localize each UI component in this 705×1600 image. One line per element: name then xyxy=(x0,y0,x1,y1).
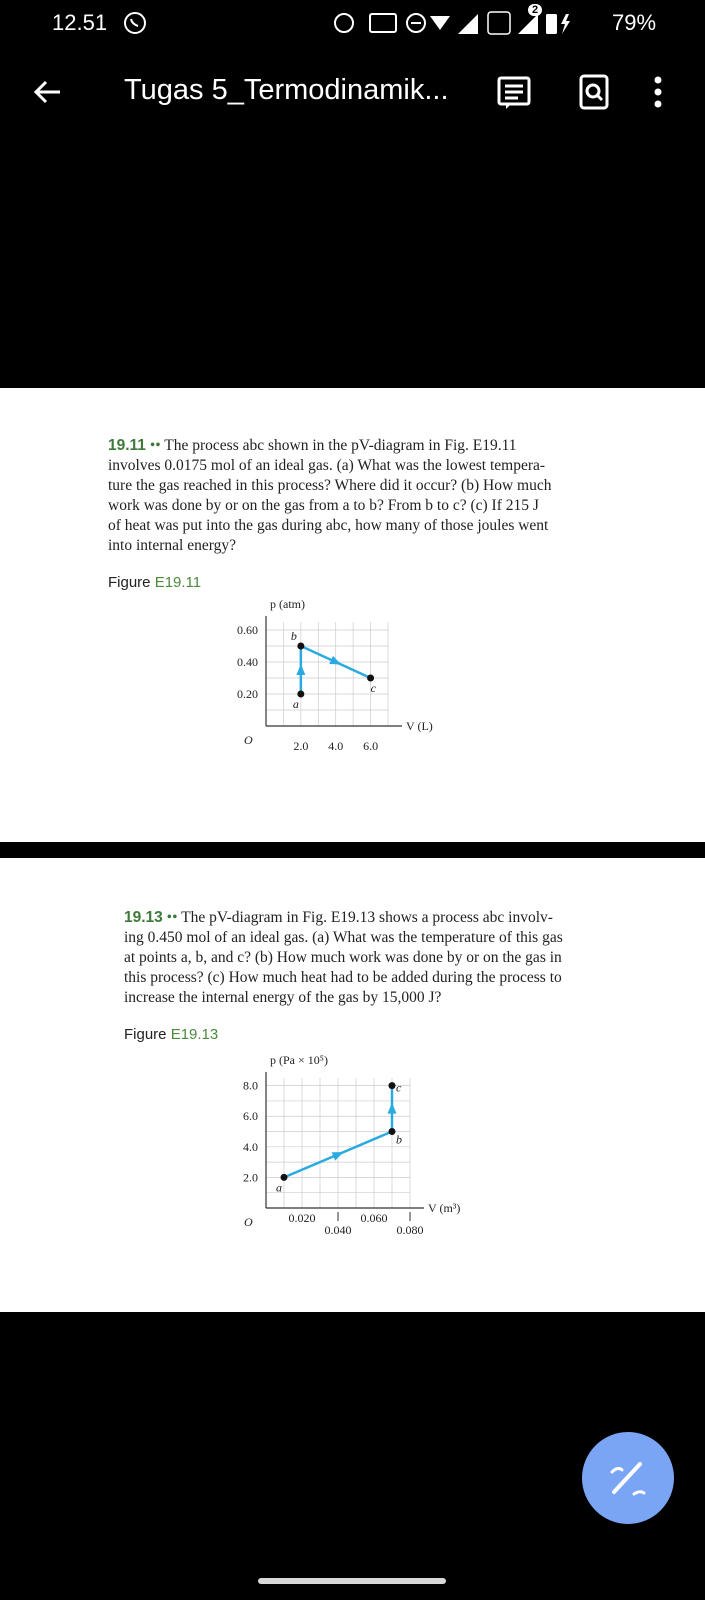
alarm-icon xyxy=(335,14,353,32)
nav-gesture-handle[interactable] xyxy=(258,1578,446,1584)
x-tick-label: 6.0 xyxy=(363,739,379,753)
sim-badge: 2 xyxy=(528,4,542,16)
signal2-icon xyxy=(518,14,538,34)
edit-pen-icon xyxy=(582,1432,674,1524)
origin-label: O xyxy=(244,733,253,747)
y-tick-label: 2.0 xyxy=(243,1170,258,1185)
problem-19-13: 19.13 •• The pV-diagram in Fig. E19.13 shows a process abc involv- ing 0.450 mol of an ideal gas. (a) What was the temperature of this gas at points a, b, and c? (b) How much work was done by or on the gas in this process? (c) How much heat had to be added during the process to increase the internal energy of the gas by 15,000 J? xyxy=(124,909,563,1006)
battery-icon xyxy=(546,14,557,34)
state-point-label: a xyxy=(292,697,299,711)
wifi-icon xyxy=(430,16,450,30)
direction-arrow xyxy=(296,664,305,675)
auto-hz-icon xyxy=(370,14,396,32)
x-tick-label: 0.040 xyxy=(324,1223,352,1237)
y-axis-label: p (Pa × 10⁵) xyxy=(270,1053,328,1067)
pdf-page-2 xyxy=(0,858,705,1312)
state-point xyxy=(297,643,304,650)
x-axis-label: V (m³) xyxy=(428,1201,460,1215)
status-time: 12.51 xyxy=(52,10,108,35)
x-tick-label: 0.020 xyxy=(288,1211,316,1225)
volte-icon xyxy=(488,12,510,34)
search-document-icon[interactable] xyxy=(574,72,614,112)
y-tick-label: 0.60 xyxy=(237,623,258,637)
y-tick-label: 0.40 xyxy=(237,655,258,669)
y-tick-label: 4.0 xyxy=(243,1139,258,1154)
state-point xyxy=(389,1128,396,1135)
edit-fab-button[interactable] xyxy=(582,1432,674,1524)
state-point-label: a xyxy=(276,1180,282,1195)
status-bar xyxy=(0,0,705,48)
app-bar xyxy=(0,60,705,124)
text-view-icon[interactable] xyxy=(494,72,534,112)
signal1-icon xyxy=(458,14,478,34)
pdf-page-1 xyxy=(0,388,705,842)
problem-19-11: 19.11 •• The process abc shown in the pV-diagram in Fig. E19.11 involves 0.0175 mol of an ideal gas. (a) What was the lowest tempera- ture the gas reached in this process? Where did it occur? (b) How much work was done by or on the gas from a to b? From b to c? (c) If 215 J of heat was put into the gas during abc, how many of those joules went into internal energy? xyxy=(108,437,552,554)
y-tick-label: 6.0 xyxy=(243,1109,258,1124)
state-point-label: c xyxy=(396,1080,402,1095)
state-point-label: c xyxy=(370,681,376,695)
pv-diagram-e19-13 xyxy=(220,1048,460,1248)
direction-arrow xyxy=(332,1148,346,1161)
state-point xyxy=(389,1082,396,1089)
battery-percent: 79% xyxy=(612,10,657,35)
problem-number: 19.11 xyxy=(108,437,146,454)
y-tick-label: 8.0 xyxy=(243,1078,258,1093)
figure-label: Figure E19.13 xyxy=(124,1026,219,1043)
back-arrow-icon[interactable] xyxy=(28,72,68,112)
figure-label: Figure E19.11 xyxy=(108,574,202,591)
direction-arrow xyxy=(388,1103,397,1114)
x-tick-label: 2.0 xyxy=(293,739,309,753)
problem-number: 19.13 xyxy=(124,909,163,926)
pv-diagram-e19-11 xyxy=(220,598,460,768)
y-axis-label: p (atm) xyxy=(270,598,305,611)
document-title: Tugas 5_Termodinamik... xyxy=(124,74,449,106)
more-vert-icon[interactable] xyxy=(648,72,668,112)
x-tick-label: 0.060 xyxy=(360,1211,388,1225)
x-tick-label: 0.080 xyxy=(396,1223,424,1237)
status-icons xyxy=(330,8,630,38)
y-tick-label: 0.20 xyxy=(237,687,258,701)
whatsapp-icon xyxy=(122,10,148,36)
x-tick-label: 4.0 xyxy=(328,739,344,753)
charging-icon xyxy=(561,14,570,34)
origin-label: O xyxy=(244,1215,253,1229)
state-point-label: b xyxy=(396,1132,402,1147)
x-axis-label: V (L) xyxy=(406,719,433,733)
state-point-label: b xyxy=(290,629,297,643)
